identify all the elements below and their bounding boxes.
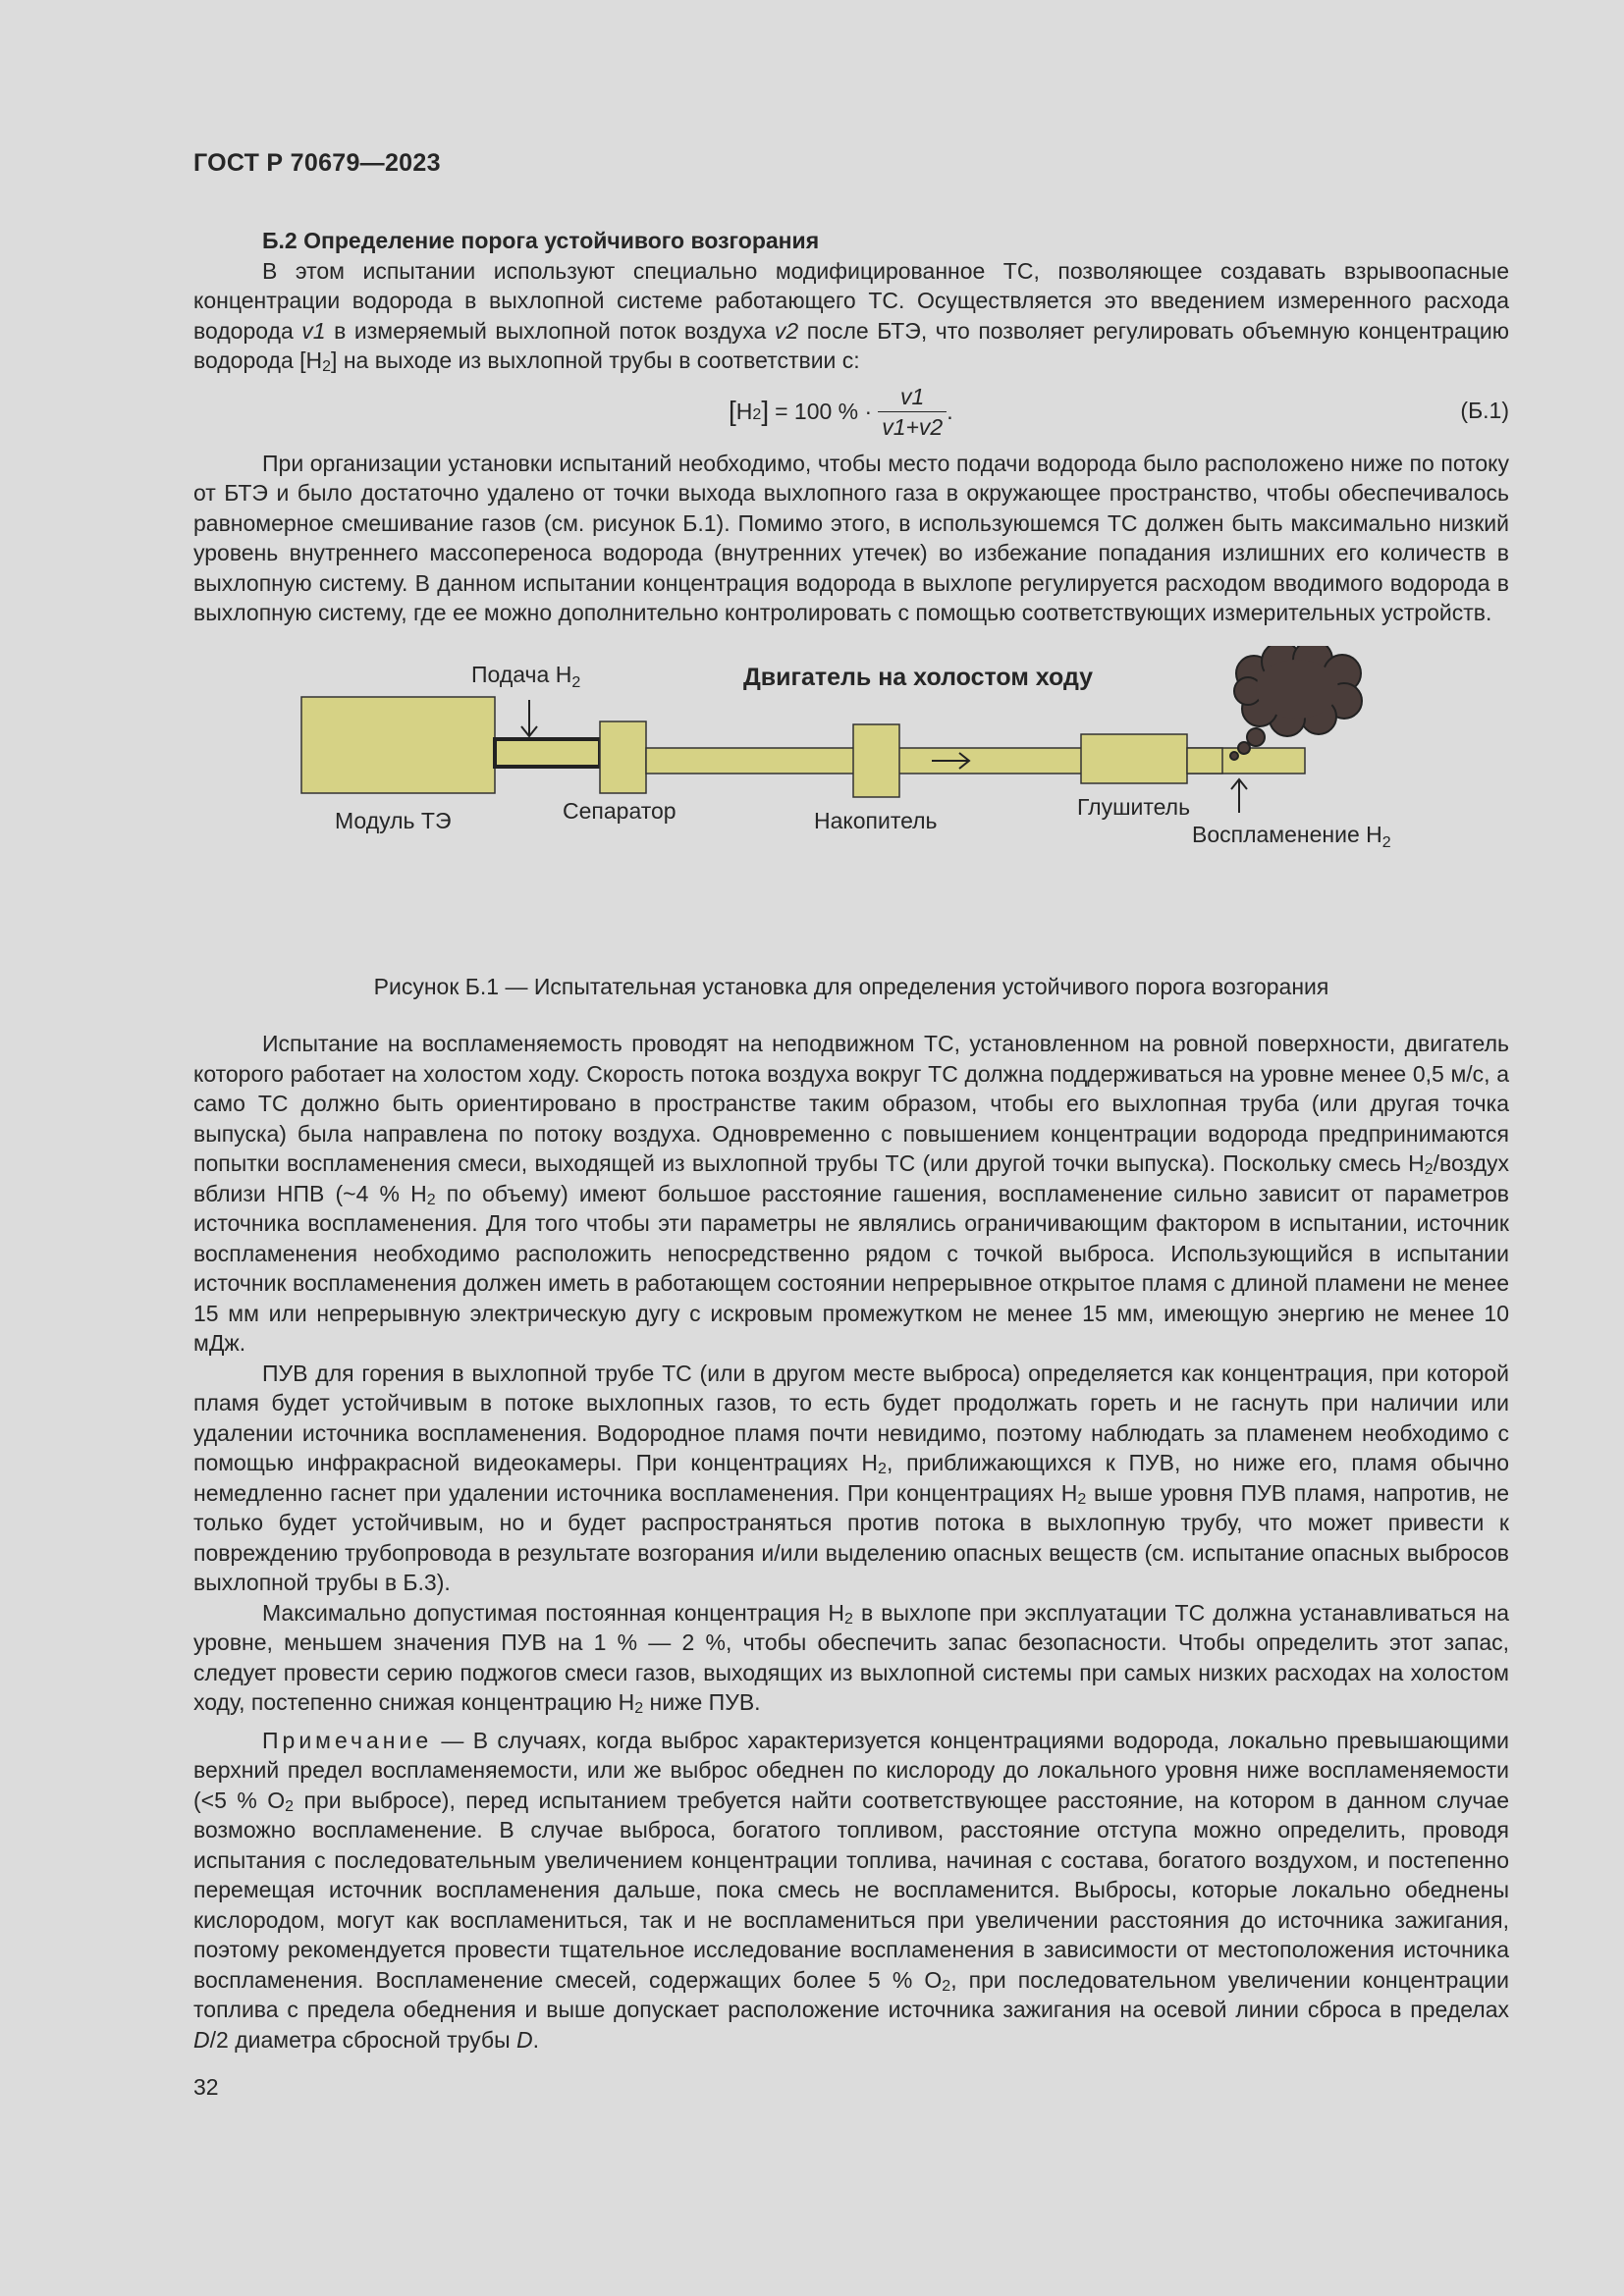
page-number: 32: [193, 2074, 219, 2100]
module-label: Модуль ТЭ: [335, 807, 452, 833]
feed-label: Подача $H_2$: [471, 661, 581, 691]
document-header: ГОСТ Р 70679—2023: [193, 149, 441, 177]
paragraph-5: Максимально допустимая постоянная концентрация $H_2$ в выхлопе при эксплуатации ТС должна устанавливаться на уровне, меньшем значения ПУВ на 1 % — 2 %, чтобы обеспечить запас безопасности. Чтобы определить этот запас, следует провести серию поджогов смеси газов, выходящих из выхлопной системы при самых низких расходах на холостом ходу, постепенно снижая концентрацию $H_2$ ниже ПУВ.: [193, 1599, 1509, 1717]
paragraph-3: Испытание на воспламеняемость проводят на неподвижном ТС, установленном на ровной поверхности, двигатель которого работает на холостом ходу. Скорость потока воздуха вокруг ТС должна поддерживаться на уровне менее 0,5 м/с, а само ТС должно быть ориентировано в пространстве таким образом, чтобы его выхлопная труба (или другая точка выпуска) была направлена по потоку воздуха. Одновременно с повышением концентрации водорода предпринимаются попытки воспламенения смеси, выходящей из выхлопной трубы ТС (или другой точки выпуска). Поскольку смесь $H_2$/воздух вблизи НПВ (~4 % $H_2$ по объему) имеют большое расстояние гашения, воспламенение сильно зависит от параметров источника воспламенения. Для того чтобы эти параметры не являлись ограничивающим фактором в испытании, источник воспламенения необходимо расположить непосредственно рядом с точкой выброса. Использующийся в испытании источник воспламенения должен иметь в работающем состоянии непрерывное открытое пламя с длиной пламени не менее 15 мм или непрерывную электрическую дугу с искровым промежутком не менее 15 мм, имеющую энергию не менее 10 мДж.: [193, 1031, 1510, 1356]
accumulator-block: [853, 724, 899, 797]
ignition-arrow-icon: [1231, 779, 1247, 813]
smoke-cloud-icon: [1230, 646, 1362, 760]
engine-label: Двигатель на холостом ходу: [743, 663, 1094, 691]
feed-pipe: [495, 739, 600, 767]
accumulator-label: Накопитель: [814, 807, 938, 833]
muffler-label: Глушитель: [1077, 793, 1191, 820]
paragraph-4: ПУВ для горения в выхлопной трубе ТС (или в другом месте выброса) определяется как концентрация, при которой пламя будет устойчивым в потоке выхлопных газов, то есть будет продолжать гореть и не гаснуть при наличии или удалении источника воспламенения. Водородное пламя почти невидимо, поэтому наблюдать за пламенем необходимо с помощью инфракрасной видеокамеры. При концентрациях $H_2$, приближающихся к ПУВ, но ниже его, пламя обычно немедленно гаснет при удалении источника воспламенения. При концентрациях $H_2$ выше уровня ПУВ пламя, напротив, не только будет устойчивым, но и будет распространяться против потока в выхлопную трубу, что может привести к повреждению трубопровода в результате возгорания и/или выделению опасных веществ (см. испытание опасных выбросов выхлопной трубы в Б.3).: [193, 1360, 1510, 1595]
test-setup-diagram: [193, 646, 1509, 968]
separator-label: Сепаратор: [563, 797, 677, 824]
equation-number: (Б.1): [1460, 397, 1509, 423]
section-title: Б.2 Определение порога устойчивого возгорания: [262, 228, 820, 253]
muffler-block: [1081, 734, 1187, 783]
module-block: [301, 697, 495, 793]
page-content: [193, 226, 1509, 2055]
separator-block: [600, 721, 646, 793]
formula-fraction: $\frac{v1}{v1+v2}$: [878, 382, 947, 443]
note-label: Примечание: [262, 1727, 433, 1753]
feed-arrow-icon: [521, 700, 537, 736]
formula-expression: [ H $_2$ ] = 100 % · $\frac{v1}{v1+v2}$ .: [729, 382, 953, 443]
note-paragraph: Примечание — В случаях, когда выброс характеризуется концентрациями водорода, локально превышающими верхний предел воспламеняемости, или же выброс обеднен по кислороду до локального уровня ниже воспламеняемости (<5 % $O_2$ при выбросе), перед испытанием требуется найти соответствующее расстояние, на котором в данном случае возможно воспламенение. В случае выброса, богатого топливом, расстояние отступа можно определить, проводя испытания с последовательным увеличением концентрации топлива, начиная с состава, богатого воздухом, и постепенно перемещая источник воспламенения дальше, пока смесь не воспламенится. Выбросы, которые локально обеднены кислородом, могут как воспламениться, так и не воспламениться при увеличении расстояния до источника зажигания, поэтому рекомендуется провести тщательное исследование воспламенения в зависимости от местоположения источника воспламенения. Воспламенение смесей, содержащих более 5 % $O_2$, при последовательном увеличении концентрации топлива с предела обеднения и выше допускает расположение источника зажигания на осевой линии сброса в пределах D/2 диаметра сбросной трубы D.: [193, 1727, 1509, 2053]
ignition-label: Воспламенение $H_2$: [1192, 821, 1391, 851]
paragraph-2: При организации установки испытаний необходимо, чтобы место подачи водорода было расположено ниже по потоку от БТЭ и было достаточно удалено от точки выхода выхлопного газа в окружающее пространство, чтобы обеспечивалось равномерное смешивание газов (см. рисунок Б.1). Помимо этого, в используюшемся ТС должен быть максимально низкий уровень внутреннего массопереноса водорода (внутренних утечек) во избежание попадания излишних его количеств в выхлопную систему. В данном испытании концентрация водорода в выхлопе регулируется расходом вводимого водорода в выхлопную систему, где ее можно дополнительно контролировать с помощью соответствующих измерительных устройств.: [193, 450, 1509, 625]
figure-caption: Рисунок Б.1 — Испытательная установка для определения устойчивого порога возгорания: [373, 973, 1329, 999]
figure-b1: [193, 646, 1509, 968]
paragraph-1: В этом испытании используют специально модифицированное ТС, позволяющее создавать взрывоопасные концентрации водорода в выхлопной системе работающего ТС. Осуществляется это введением измеренного расхода водорода v1 в измеряемый выхлопной поток воздуха v2 после БТЭ, что позволяет регулировать объемную концентрацию водорода $[H_2]$ на выходе из выхлопной трубы в соответствии с:: [193, 257, 1510, 375]
formula-b1: [193, 378, 1509, 443]
tail-pipe: [1187, 748, 1222, 774]
